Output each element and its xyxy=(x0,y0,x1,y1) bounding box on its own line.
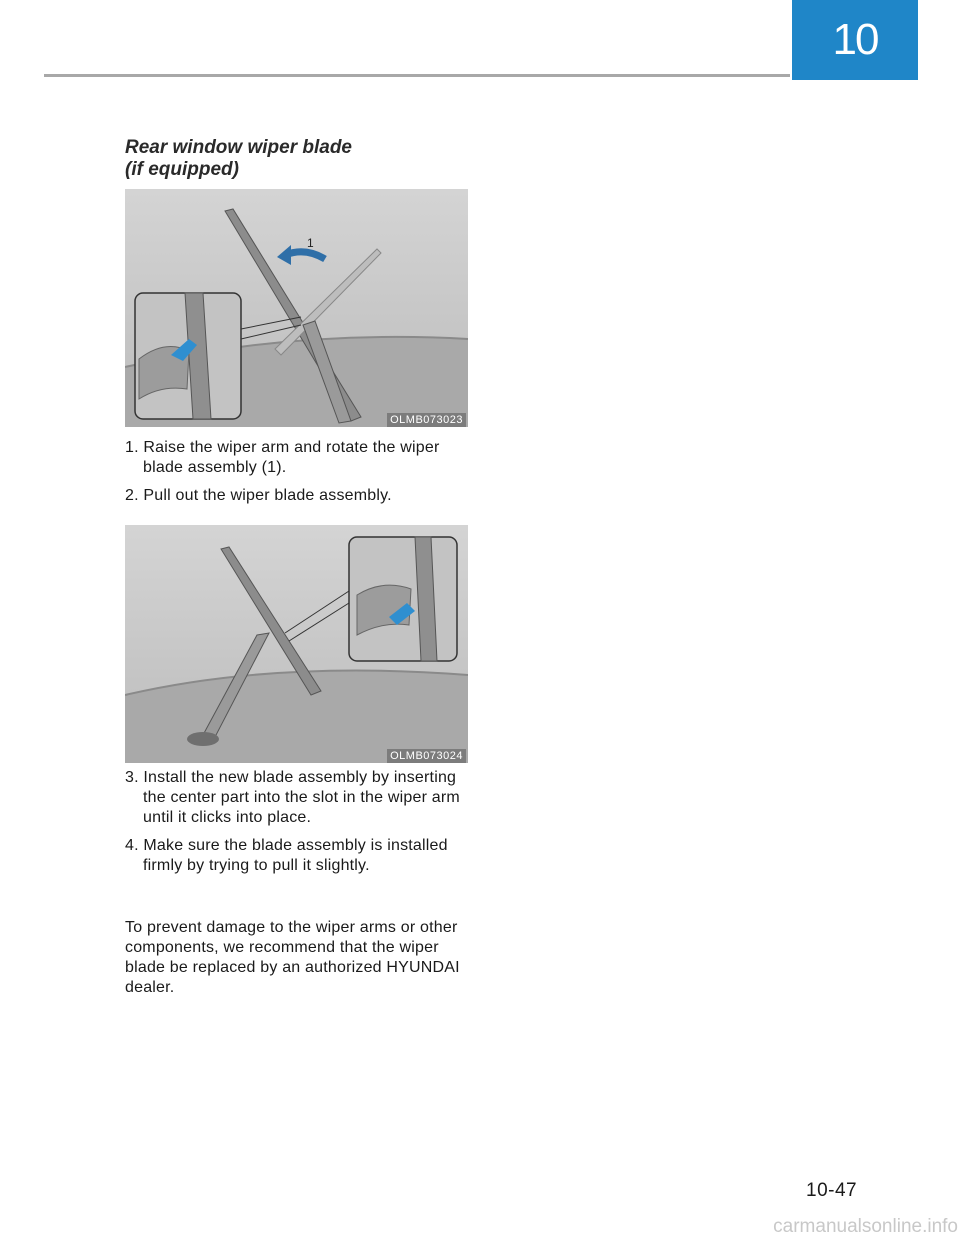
figure-code: OLMB073023 xyxy=(387,413,466,427)
callout-1-label: 1 xyxy=(307,236,314,250)
figure-install-blade xyxy=(125,525,468,763)
section-title-line2: (if equipped) xyxy=(125,159,239,180)
step-1: 1. Raise the wiper arm and rotate the wiper blade assembly (1). xyxy=(125,439,440,476)
watermark: carmanualsonline.info xyxy=(773,1216,958,1237)
page-number: 10-47 xyxy=(806,1180,858,1201)
steps-list-2 xyxy=(125,768,470,884)
figure-code: OLMB073024 xyxy=(387,749,466,763)
chapter-tab: 10 xyxy=(792,0,918,80)
figure-remove-blade xyxy=(125,189,468,427)
dealer-note: To prevent damage to the wiper arms or other components, we recommend that the wiper blade be replaced by an authorized HYUNDAI dealer. xyxy=(125,919,460,996)
step-4: 4. Make sure the blade assembly is installed firmly by trying to pull it slightly. xyxy=(125,837,448,874)
step-2: 2. Pull out the wiper blade assembly. xyxy=(125,487,392,504)
wiper-install-illustration xyxy=(125,525,468,763)
header-rule xyxy=(44,74,790,77)
steps-list-1 xyxy=(125,438,470,514)
step-3: 3. Install the new blade assembly by inserting the center part into the slot in the wiper arm until it clicks into place. xyxy=(125,769,460,826)
wiper-removal-illustration xyxy=(125,189,468,427)
section-title xyxy=(125,137,465,181)
section-title-line1: Rear window wiper blade xyxy=(125,137,352,158)
